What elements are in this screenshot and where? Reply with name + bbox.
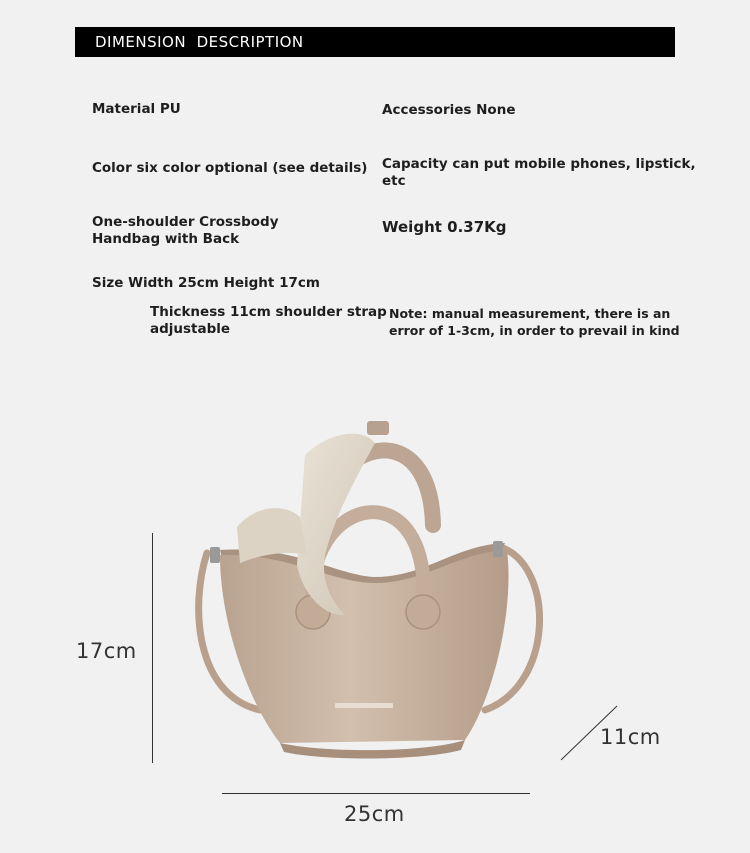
header-title: DIMENSION DESCRIPTION — [95, 33, 304, 51]
spec-capacity-line1: Capacity can put mobile phones, lipstick, — [382, 156, 696, 172]
zipper-left — [210, 547, 220, 563]
spec-weight: Weight 0.37Kg — [382, 218, 507, 236]
spec-capacity-line2: etc — [382, 173, 406, 189]
spec-size: Size Width 25cm Height 17cm — [92, 275, 320, 291]
zipper-right — [493, 541, 503, 557]
spec-thickness-line1: Thickness 11cm shoulder strap — [150, 304, 387, 320]
bag-base — [280, 740, 465, 759]
spec-color: Color six color optional (see details) — [92, 160, 368, 176]
height-label: 17cm — [76, 639, 137, 663]
handbag-image — [185, 405, 565, 765]
spec-style-line2: Handbag with Back — [92, 231, 240, 247]
spec-style-line1: One-shoulder Crossbody — [92, 214, 279, 230]
spec-note-line2: error of 1-3cm, in order to prevail in kind — [389, 323, 680, 338]
logo-plate — [335, 703, 393, 708]
depth-label: 11cm — [600, 725, 661, 749]
spec-note-line1: Note: manual measurement, there is an — [389, 306, 671, 321]
spec-thickness — [150, 304, 387, 338]
spec-note — [389, 305, 680, 339]
header-bar — [75, 27, 675, 57]
spec-material: Material PU — [92, 101, 181, 117]
top-tab — [367, 421, 389, 435]
handle-ball-right — [406, 595, 440, 629]
spec-accessories: Accessories None — [382, 102, 516, 118]
width-line — [222, 793, 530, 794]
spec-capacity — [382, 156, 696, 190]
width-label: 25cm — [344, 802, 405, 826]
spec-style — [92, 214, 279, 248]
spec-thickness-line2: adjustable — [150, 321, 231, 337]
height-line — [152, 533, 153, 763]
